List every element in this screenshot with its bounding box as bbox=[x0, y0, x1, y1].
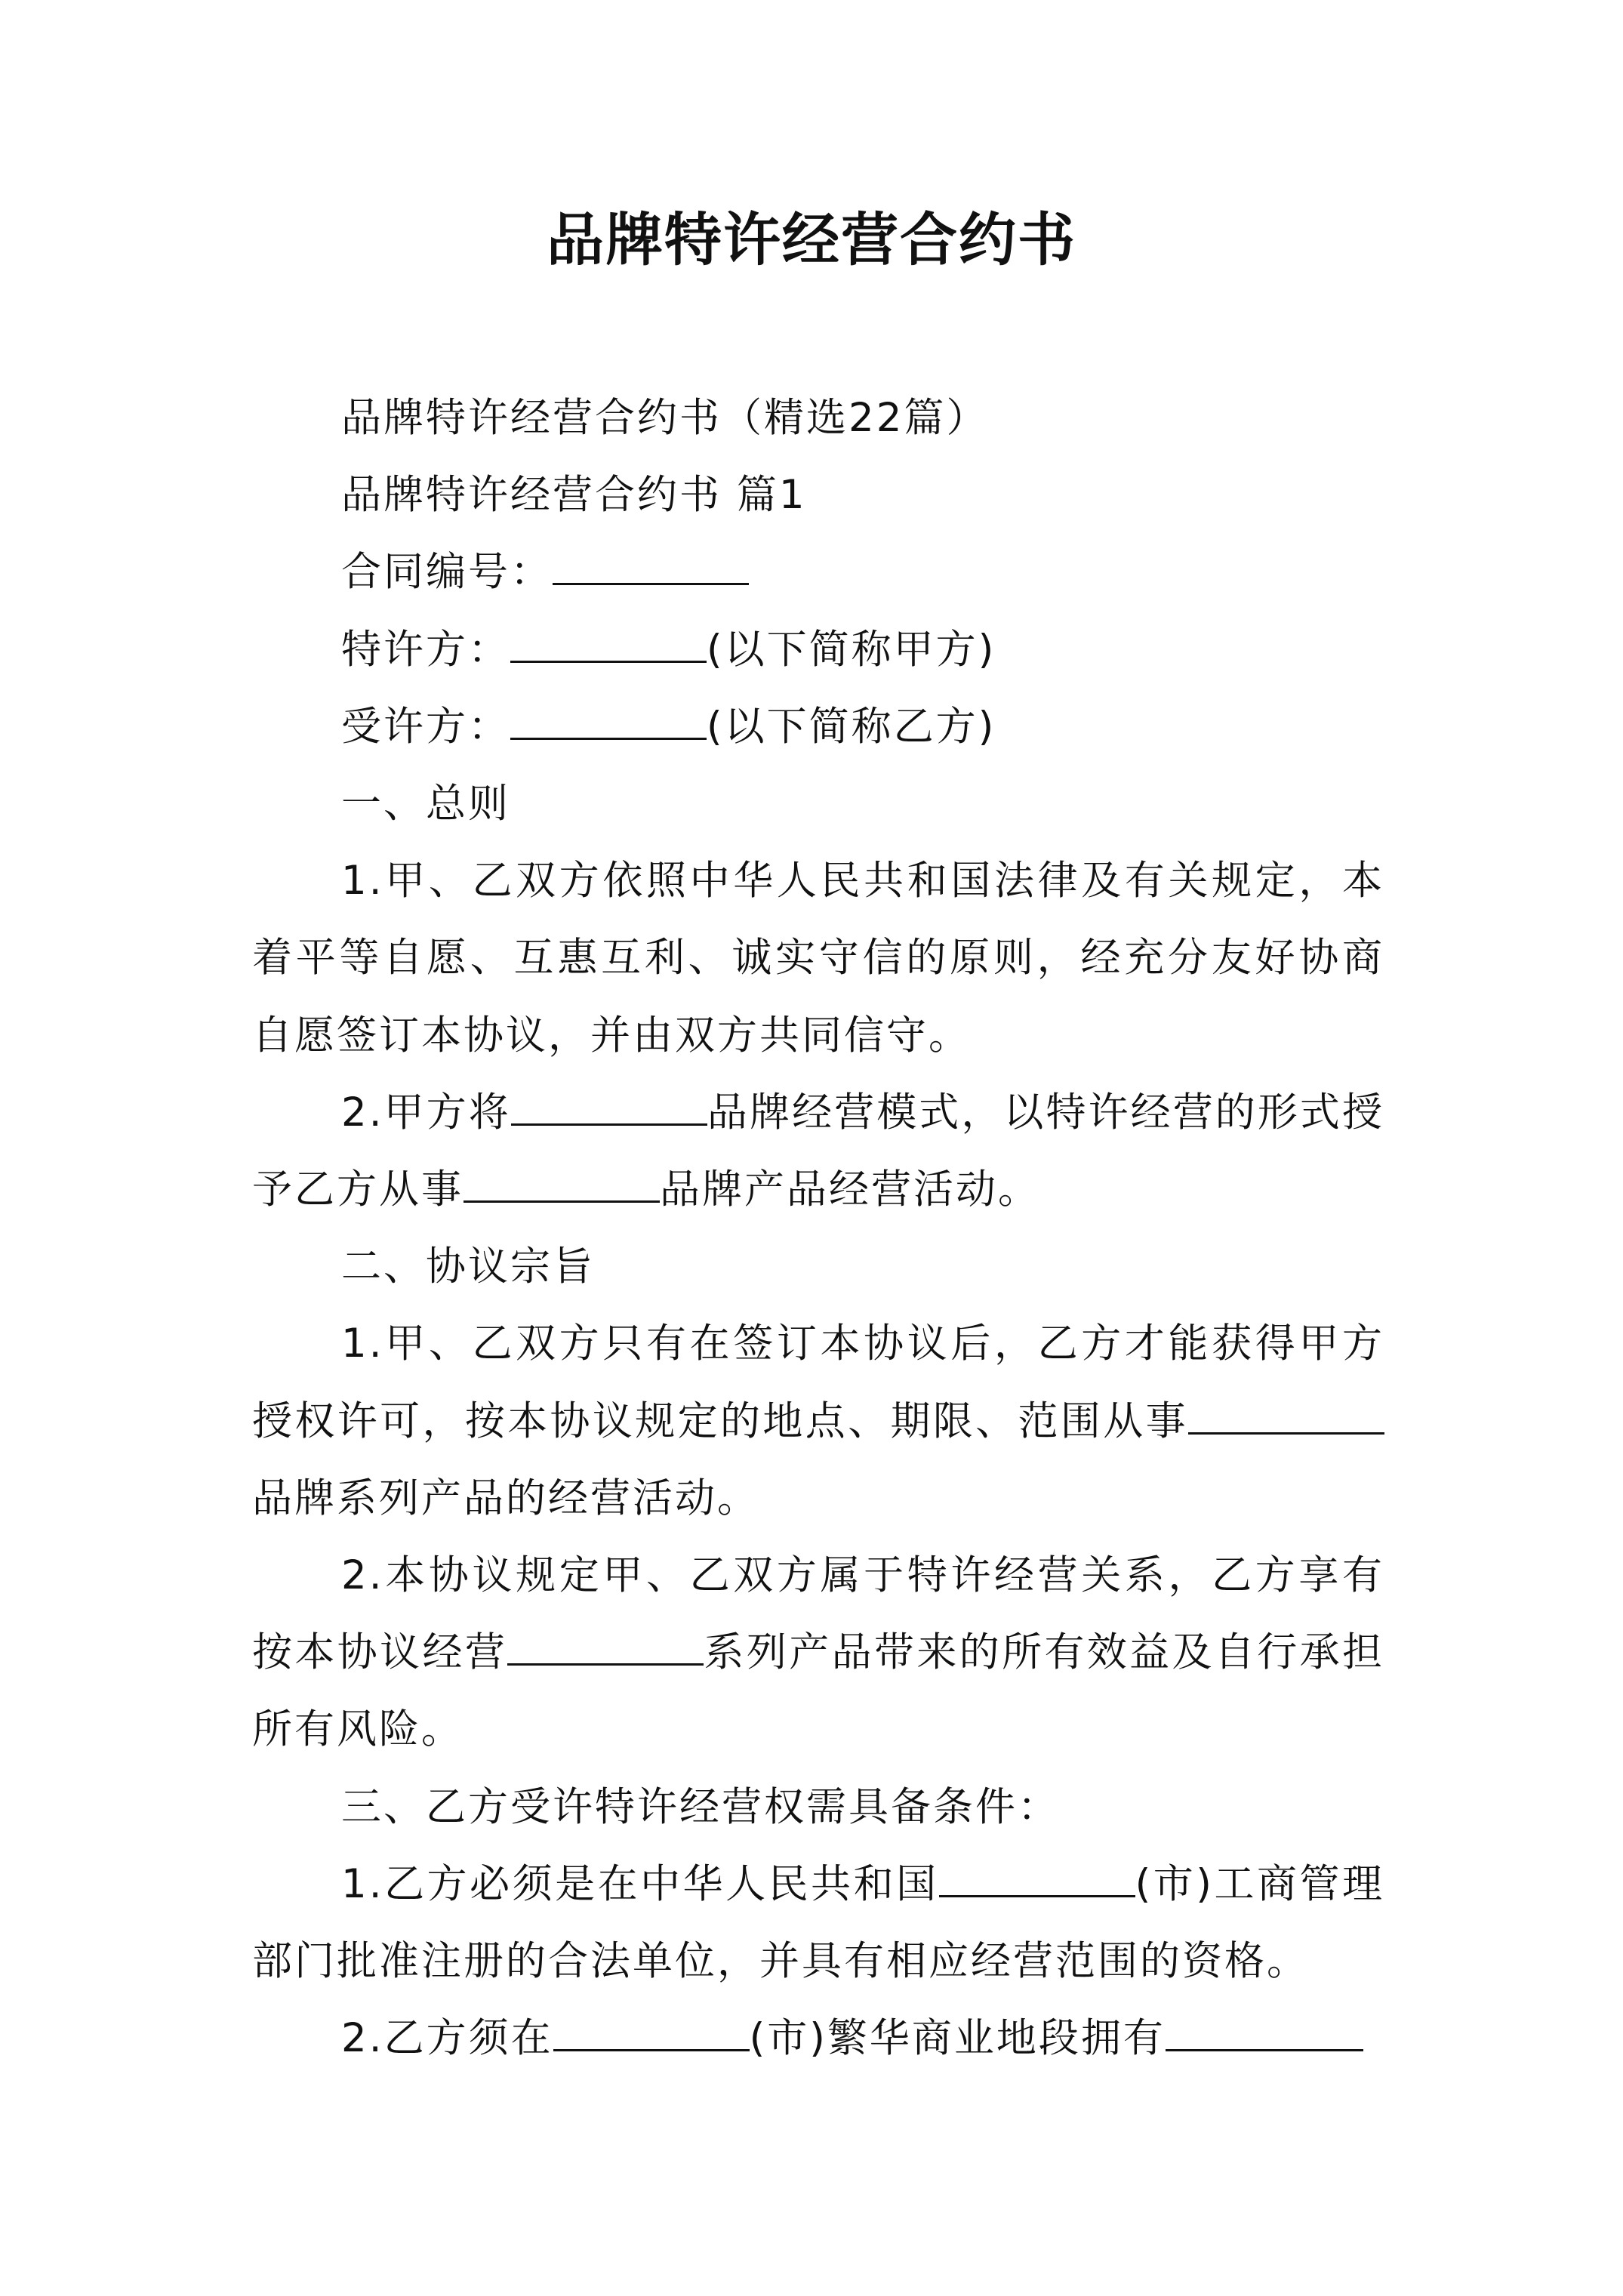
paragraph-franchisee bbox=[252, 689, 1384, 766]
clause-text: 1.甲、乙双方只有在签订本协议后，乙方才能获得甲方授权许可，按本协议规定的地点、期限、范围从事 bbox=[252, 1321, 1384, 1444]
paragraph-contract-number bbox=[252, 534, 1384, 611]
fill-blank bbox=[939, 1863, 1135, 1897]
heading-general: 一、总则 bbox=[341, 781, 510, 827]
clause-text: 2.本协议规定甲、乙双方属于特许经营关系，乙方享有按本协议经营 bbox=[252, 1552, 1384, 1676]
fill-blank bbox=[553, 551, 749, 585]
clause-text: 系列产品带来的所有效益及自行承担所有风险。 bbox=[252, 1629, 1385, 1753]
franchisor-label: 特许方： bbox=[341, 626, 510, 673]
franchisee-label: 受许方： bbox=[341, 703, 510, 750]
paragraph-subtitle: 品牌特许经营合约书（精选22篇） bbox=[341, 395, 989, 441]
contract-number-label: 合同编号： bbox=[341, 549, 553, 596]
clause-text: 品牌产品经营活动。 bbox=[660, 1166, 1040, 1213]
clause-text: (市)工商管理部门批准注册的合法单位，并具有相应经营范围的资格。 bbox=[252, 1860, 1384, 1985]
document-body bbox=[252, 380, 1384, 2077]
paragraph-clause bbox=[252, 2000, 1384, 2077]
clause-text: 1.乙方必须是在中华人民共和国 bbox=[341, 1860, 939, 1907]
fill-blank bbox=[1188, 1400, 1384, 1434]
paragraph-clause bbox=[252, 1846, 1384, 2000]
paragraph-clause: 1.甲、乙双方依照中华人民共和国法律及有关规定，本着平等自愿、互惠互利、诚实守信的原则，经充分友好协商自愿签订本协议，并由双方共同信守。 bbox=[252, 858, 1384, 1059]
clause-text: (市)繁华商业地段拥有 bbox=[749, 2015, 1166, 2062]
fill-blank bbox=[510, 705, 707, 739]
clause-text: 2.甲方将 bbox=[341, 1089, 511, 1136]
clause-text: 品牌经营模式，以特许经营的形式授予乙方从事 bbox=[252, 1089, 1384, 1213]
paragraph-clause bbox=[252, 1305, 1384, 1537]
fill-blank bbox=[511, 1091, 707, 1125]
fill-blank bbox=[510, 628, 707, 662]
document-title: 品牌特许经营合约书 bbox=[547, 206, 1076, 273]
clause-text: 2.乙方须在 bbox=[341, 2015, 553, 2062]
heading-purpose: 二、协议宗旨 bbox=[341, 1244, 595, 1290]
paragraph-clause bbox=[252, 1537, 1384, 1769]
franchisee-note: (以下简称乙方) bbox=[707, 703, 996, 750]
paragraph-clause bbox=[252, 1074, 1384, 1228]
paragraph-franchisor bbox=[252, 612, 1384, 689]
fill-blank bbox=[553, 2017, 750, 2051]
fill-blank bbox=[1166, 2017, 1363, 2051]
heading-conditions: 三、乙方受许特许经营权需具备条件： bbox=[341, 1783, 1060, 1830]
clause-text: 品牌系列产品的经营活动。 bbox=[252, 1475, 759, 1521]
franchisor-note: (以下简称甲方) bbox=[707, 626, 996, 673]
paragraph-section-heading: 品牌特许经营合约书 篇1 bbox=[341, 472, 807, 519]
fill-blank bbox=[507, 1632, 704, 1666]
fill-blank bbox=[463, 1169, 660, 1203]
